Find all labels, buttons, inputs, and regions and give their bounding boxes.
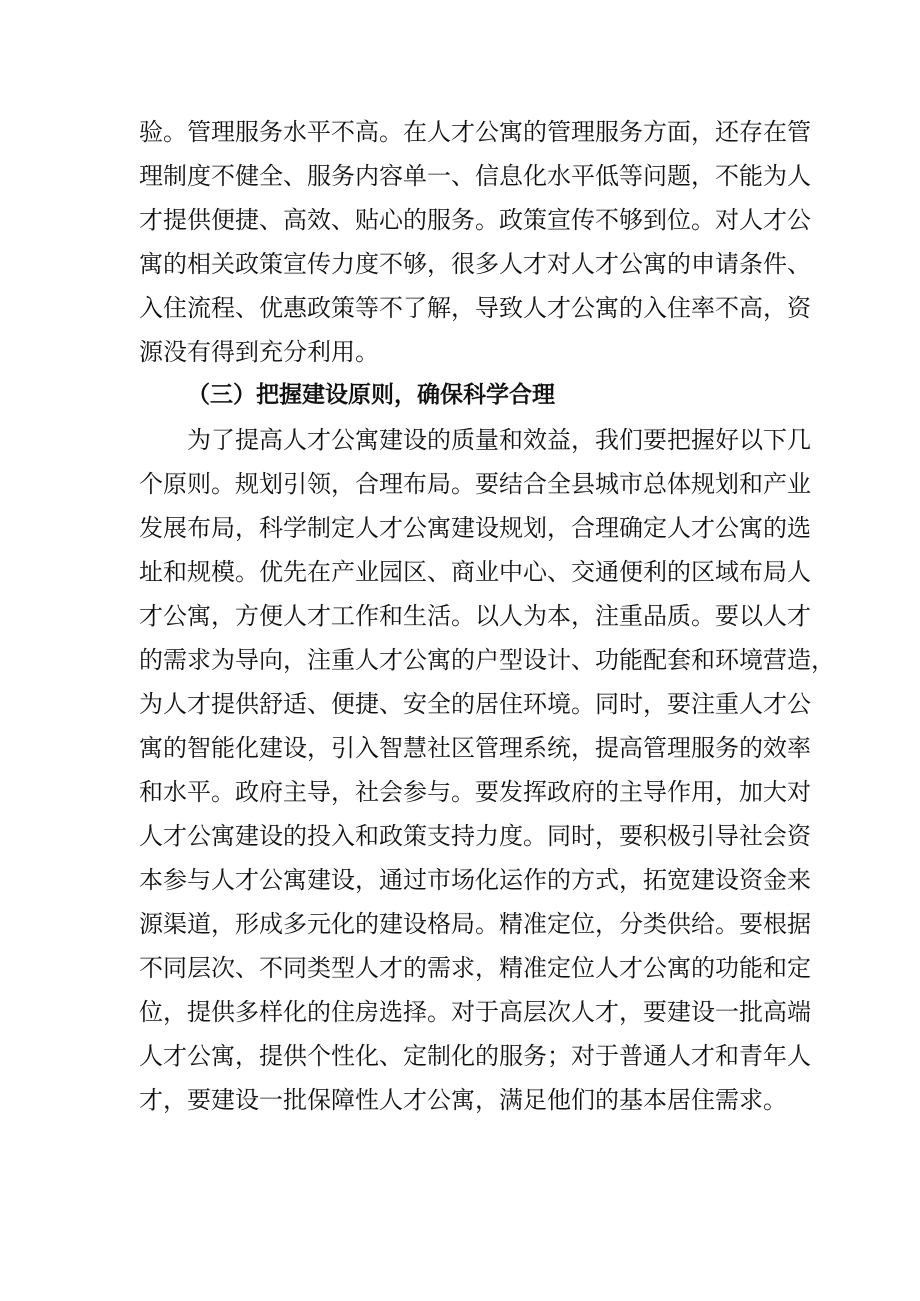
paragraph-line: 不同层次、不同类型人才的需求，精准定位人才公寓的功能和定 <box>139 954 811 982</box>
paragraph-line: 才提供便捷、高效、贴心的服务。政策宣传不够到位。对人才公 <box>139 206 811 234</box>
paragraph-line: 为人才提供舒适、便捷、安全的居住环境。同时，要注重人才公 <box>139 690 811 718</box>
paragraph-line: 验。管理服务水平不高。在人才公寓的管理服务方面，还存在管 <box>139 118 811 146</box>
paragraph-line: 发展布局，科学制定人才公寓建设规划，合理确定人才公寓的选 <box>139 514 811 542</box>
paragraph-line: 寓的相关政策宣传力度不够，很多人才对人才公寓的申请条件、 <box>139 250 811 278</box>
paragraph-line: 才，要建设一批保障性人才公寓，满足他们的基本居住需求。 <box>139 1086 787 1114</box>
paragraph-line: 理制度不健全、服务内容单一、信息化水平低等问题，不能为人 <box>139 162 811 190</box>
paragraph-line: 入住流程、优惠政策等不了解，导致人才公寓的入住率不高，资 <box>139 294 811 322</box>
paragraph-line: 的需求为导向，注重人才公寓的户型设计、功能配套和环境营造， <box>139 646 835 674</box>
paragraph-line: 寓的智能化建设，引入智慧社区管理系统，提高管理服务的效率 <box>139 734 811 762</box>
paragraph-line: 源没有得到充分利用。 <box>139 338 379 366</box>
paragraph-line: 个原则。规划引领，合理布局。要结合全县城市总体规划和产业 <box>139 470 811 498</box>
paragraph-line: 和水平。政府主导，社会参与。要发挥政府的主导作用，加大对 <box>139 778 811 806</box>
paragraph-line: 才公寓，方便人才工作和生活。以人为本，注重品质。要以人才 <box>139 602 811 630</box>
paragraph-line: 址和规模。优先在产业园区、商业中心、交通便利的区域布局人 <box>139 558 811 586</box>
paragraph-line: 位，提供多样化的住房选择。对于高层次人才，要建设一批高端 <box>139 998 811 1026</box>
paragraph-line: 人才公寓，提供个性化、定制化的服务；对于普通人才和青年人 <box>139 1042 811 1070</box>
paragraph-line: 本参与人才公寓建设，通过市场化运作的方式，拓宽建设资金来 <box>139 866 811 894</box>
paragraph-line: 人才公寓建设的投入和政策支持力度。同时，要积极引导社会资 <box>139 822 811 850</box>
section-heading: （三）把握建设原则，确保科学合理 <box>187 382 555 408</box>
paragraph-line: 为了提高人才公寓建设的质量和效益，我们要把握好以下几 <box>187 426 811 454</box>
paragraph-line: 源渠道，形成多元化的建设格局。精准定位，分类供给。要根据 <box>139 910 811 938</box>
